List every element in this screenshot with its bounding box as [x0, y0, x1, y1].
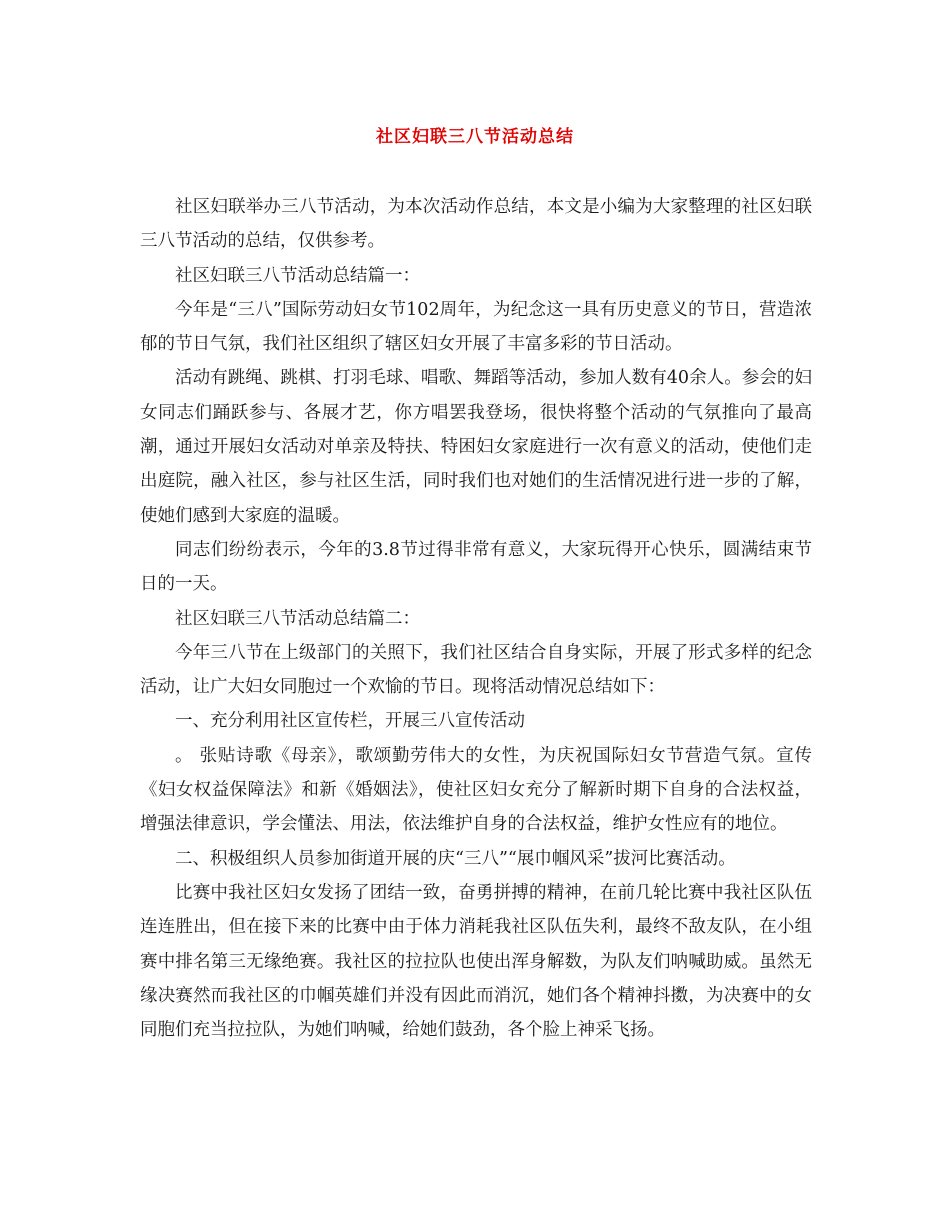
paragraph-section-two-heading: 二、积极组织人员参加街道开展的庆“三八”“展巾帼风采”拔河比赛活动。	[175, 848, 736, 869]
paragraph-section-two-body: 比赛中我社区妇女发扬了团结一致，奋勇拼搏的精神，在前几轮比赛中我社区队伍连连胜出，但在接下来的比赛中由于体力消耗我社区队伍失利，最终不敌友队，在小组赛中排名第三无缘绝赛。我社区的拉拉队也使出浑身解数，为队友们呐喊助威。虽然无缘决赛然而我社区的巾帼英雄们并没有因此而消沉，她们各个精神抖擞，为决赛中的女同胞们充当拉拉队，为她们呐喊，给她们鼓劲，各个脸上神采飞扬。	[140, 882, 812, 1041]
document-body	[140, 190, 812, 1047]
paragraph-section-one-body: 。 张贴诗歌《母亲》，歌颂勤劳伟大的女性，为庆祝国际妇女节营造气氛。宣传《妇女权益保障法》和新《婚姻法》，使社区妇女充分了解新时期下自身的合法权益，增强法律意识，学会懂法、用法，依法维护自身的合法权益，维护女性应有的地位。	[140, 745, 812, 835]
document-title: 社区妇联三八节活动总结	[376, 127, 574, 147]
paragraph-heading-part-one: 社区妇联三八节活动总结篇一：	[175, 265, 420, 286]
paragraph-anniversary: 今年是“三八”国际劳动妇女节102周年，为纪念这一具有历史意义的节日，营造浓郁的节日气氛，我们社区组织了辖区妇女开展了丰富多彩的节日活动。	[140, 299, 812, 355]
paragraph-heading-part-two: 社区妇联三八节活动总结篇二：	[175, 608, 420, 629]
paragraph-intro: 社区妇联举办三八节活动，为本次活动作总结，本文是小编为大家整理的社区妇联三八节活动的总结，仅供参考。	[140, 197, 812, 252]
paragraph-activities: 活动有跳绳、跳棋、打羽毛球、唱歌、舞蹈等活动，参加人数有40余人。参会的妇女同志们踊跃参与、各展才艺，你方唱罢我登场，很快将整个活动的气氛推向了最高潮，通过开展妇女活动对单亲及特扶、特困妇女家庭进行一次有意义的活动，使他们走出庭院，融入社区，参与社区生活，同时我们也对她们的生活情况进行进一步的了解，使她们感到大家庭的温暖。	[140, 368, 812, 526]
paragraph-section-one-heading: 一、充分利用社区宣传栏，开展三八宣传活动	[175, 711, 525, 732]
paragraph-feedback: 同志们纷纷表示，今年的3.8节过得非常有意义，大家玩得开心快乐，圆满结束节日的一天。	[140, 539, 812, 595]
paragraph-overview: 今年三八节在上级部门的关照下，我们社区结合自身实际，开展了形式多样的纪念活动，让广大妇女同胞过一个欢愉的节日。现将活动情况总结如下：	[140, 642, 812, 698]
